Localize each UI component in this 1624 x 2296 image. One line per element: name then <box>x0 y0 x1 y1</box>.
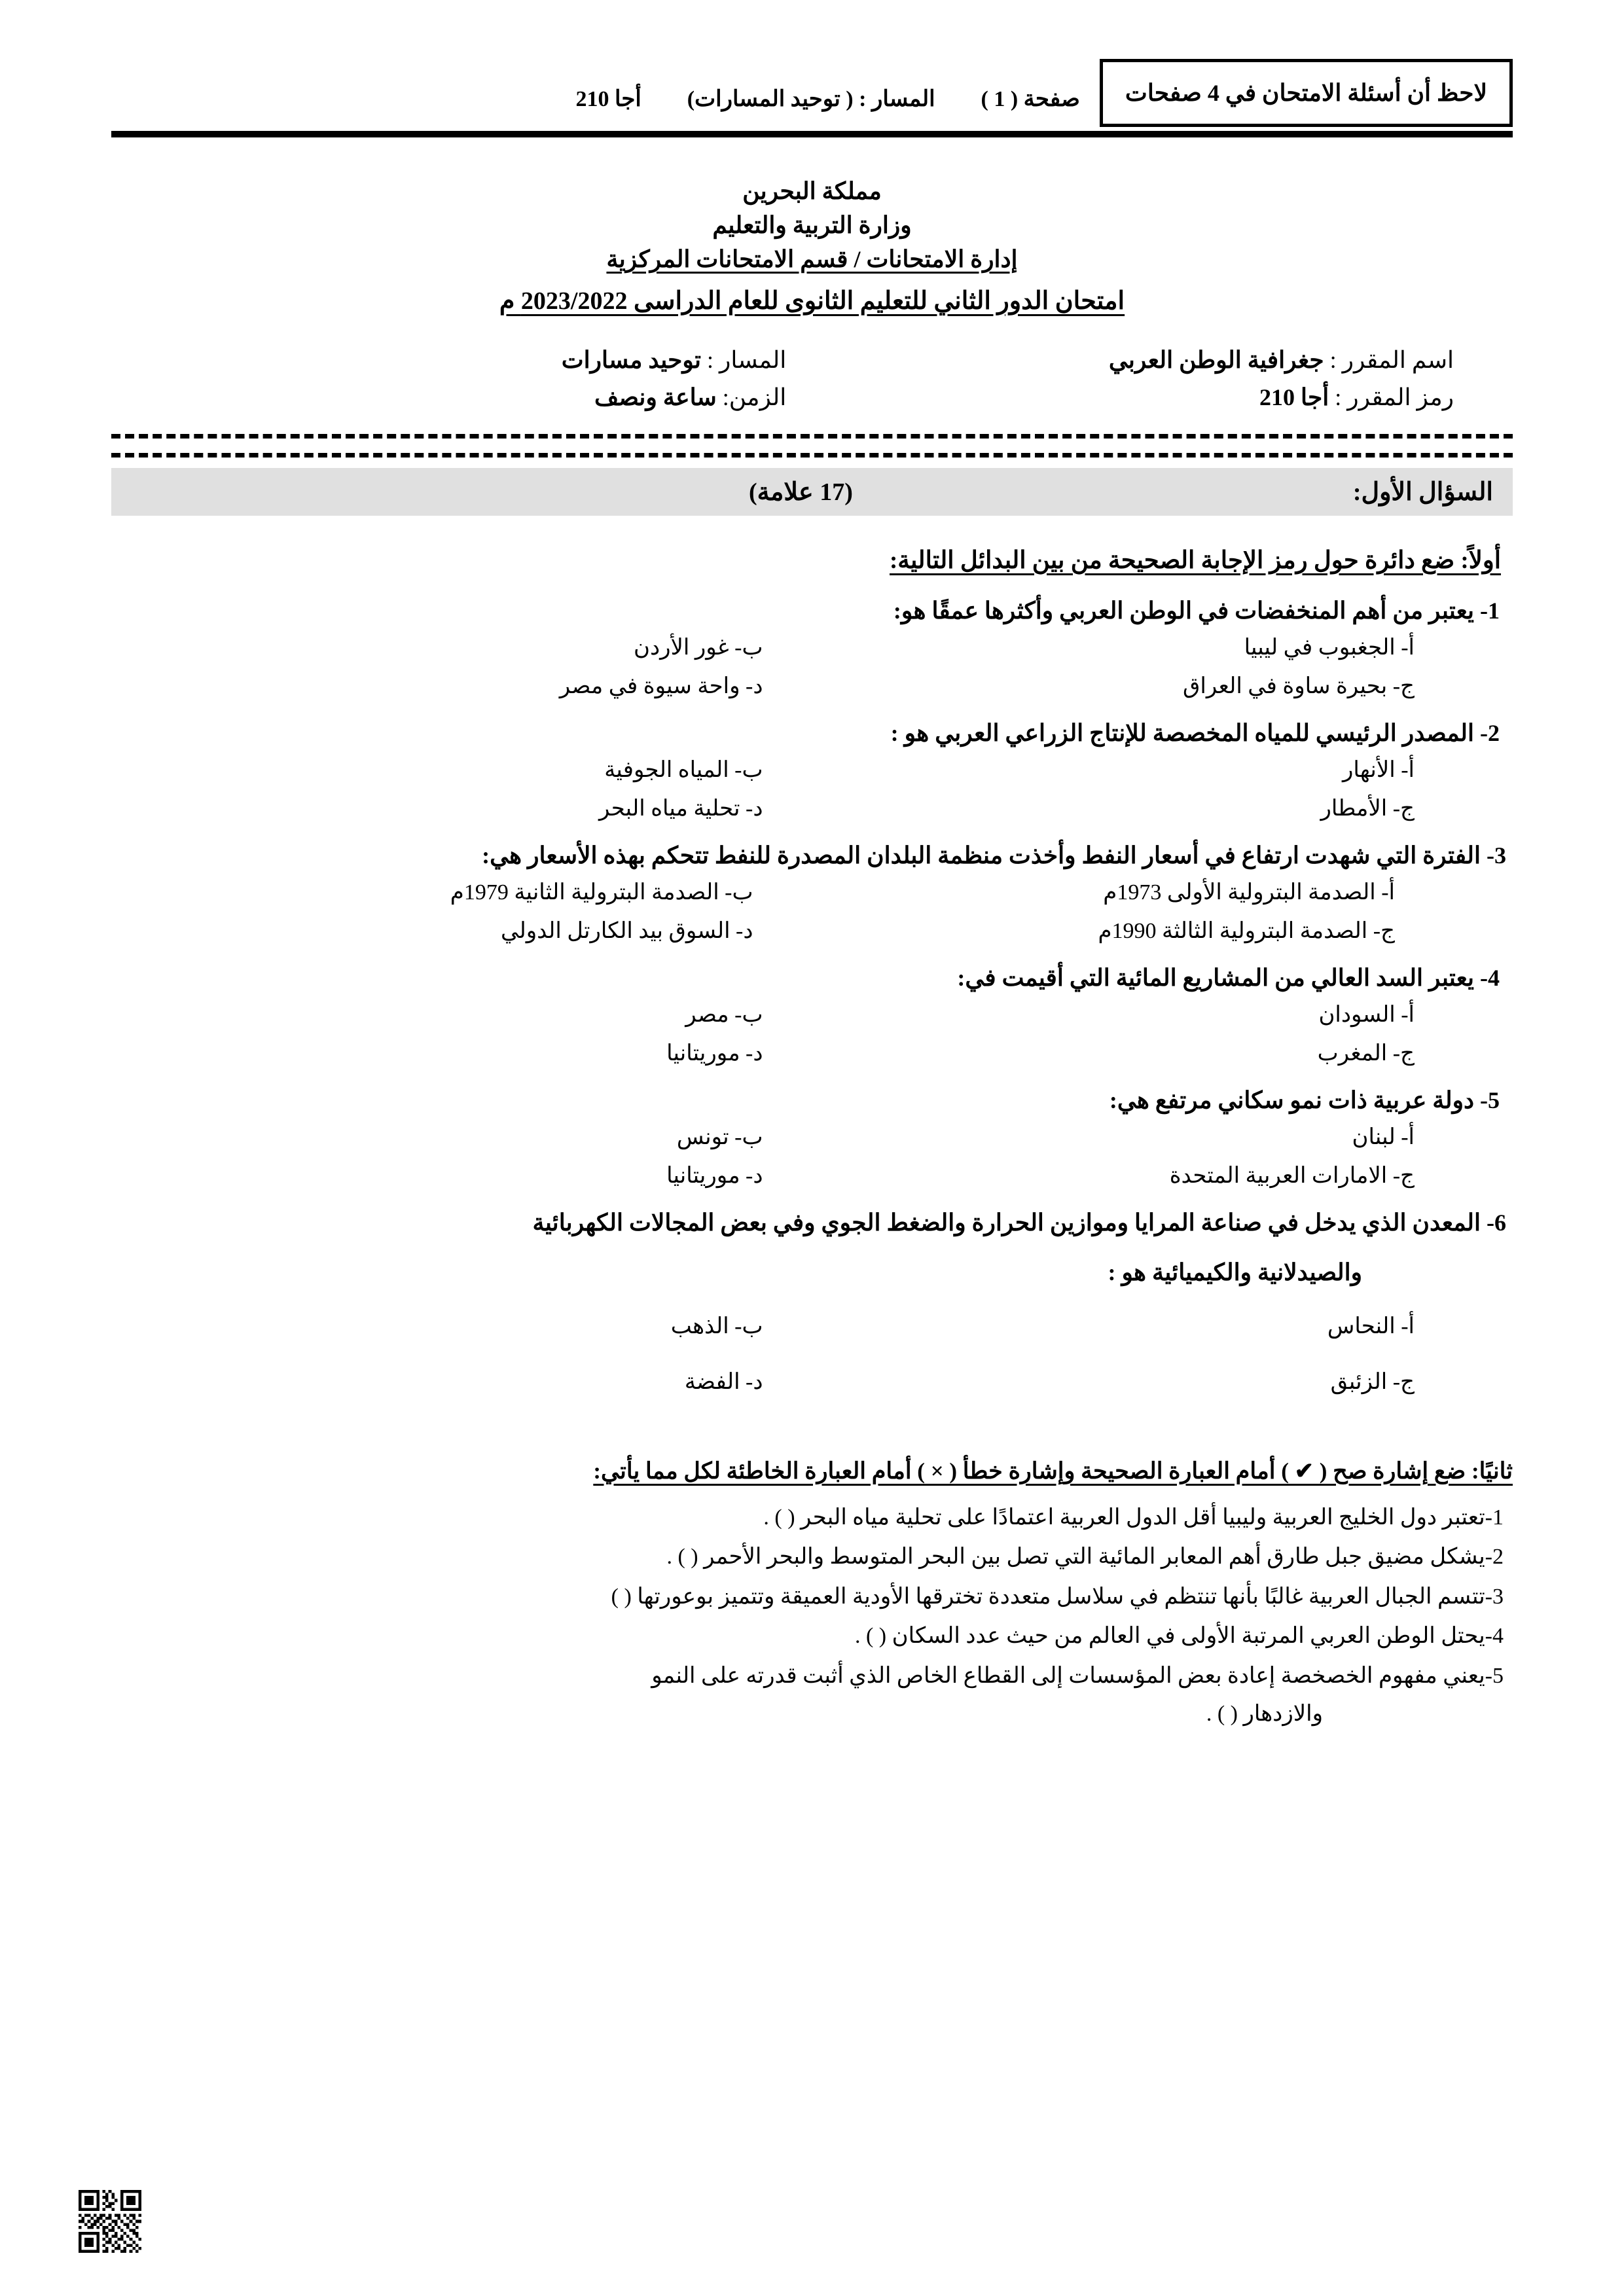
tf-number: 2- <box>1485 1545 1504 1570</box>
time-label: الزمن: <box>722 384 787 411</box>
mcq-option-text: تونس <box>676 1124 729 1149</box>
mcq-option[interactable] <box>111 628 763 668</box>
mcq-option-letter: د- <box>746 1370 763 1395</box>
mcq-option-text: الأنهار <box>1342 757 1396 782</box>
mcq-option[interactable] <box>753 912 1396 951</box>
mcq-option[interactable] <box>111 912 753 951</box>
mcq-option-text: الصدمة البترولية الثانية 1979م <box>450 880 719 905</box>
time-field <box>273 379 786 417</box>
mcq-option[interactable] <box>763 1034 1415 1073</box>
mcq-option-letter: ب- <box>734 635 763 660</box>
mcq-option-letter: أ- <box>1401 757 1415 782</box>
mcq-option-text: المغرب <box>1317 1041 1388 1066</box>
mcq-number: 1- <box>1480 597 1500 624</box>
mcq-stem-text: الفترة التي شهدت ارتفاع في أسعار النفط وأخذت منظمة البلدان المصدرة للنفط تتحكم بهذه الأسعار هي: <box>482 842 1481 869</box>
mcq-option-text: تحلية مياه البحر <box>598 797 740 821</box>
mcq-option-text: الصدمة البترولية الأولى 1973م <box>1103 880 1376 905</box>
mcq-option-text: الجغبوب في ليبيا <box>1244 635 1396 660</box>
question-1-title: السؤال الأول: <box>1352 478 1493 506</box>
true-false-item[interactable] <box>111 1617 1513 1655</box>
mcq-option[interactable] <box>763 996 1415 1035</box>
tf-number: 4- <box>1485 1624 1504 1649</box>
mcq-option[interactable] <box>111 1157 763 1196</box>
mcq-number: 5- <box>1480 1086 1500 1113</box>
mcq-option[interactable] <box>111 789 763 829</box>
mcq-option-letter: د- <box>746 1164 763 1189</box>
mcq-stem <box>111 715 1513 751</box>
mcq-option[interactable] <box>111 667 763 706</box>
page-header <box>111 59 1513 137</box>
tf-text-continuation: والازدهار ( ) . <box>1206 1702 1323 1727</box>
mcq-option-letter: ج- <box>1392 1041 1415 1066</box>
mcq-option-letter: د- <box>736 919 753 944</box>
mcq-option[interactable] <box>111 1118 763 1157</box>
mcq-option[interactable] <box>753 873 1396 912</box>
mcq-item <box>111 1205 1513 1402</box>
ministry-name: وزارة التربية والتعليم <box>712 212 912 239</box>
mcq-instruction: أولاً: ضع دائرة حول رمز الإجابة الصحيحة من بين البدائل التالية: <box>889 547 1501 574</box>
tf-text: يحتل الوطن العربي المرتبة الأولى في العالم من حيث عدد السكان ( ) . <box>854 1624 1485 1649</box>
mcq-option[interactable] <box>763 751 1415 790</box>
mcq-item <box>111 960 1513 1073</box>
header-course-code: أجا 210 <box>575 87 641 111</box>
mcq-option[interactable] <box>763 1363 1415 1402</box>
mcq-option-text: الأمطار <box>1320 797 1388 821</box>
mcq-option-letter: أ- <box>1401 1314 1415 1338</box>
mcq-option-letter: ج- <box>1373 919 1395 944</box>
mcq-option-letter: ب- <box>734 1002 763 1027</box>
mcq-option-text: غور الأردن <box>634 635 729 660</box>
mcq-list <box>111 593 1513 1402</box>
true-false-list <box>111 1499 1513 1734</box>
mcq-number: 4- <box>1480 964 1500 991</box>
mcq-option-letter: ج- <box>1392 1370 1415 1395</box>
course-code-value: أجا 210 <box>1259 384 1329 411</box>
mcq-number: 3- <box>1487 842 1506 869</box>
mcq-option[interactable] <box>111 1034 763 1073</box>
course-name-field <box>786 342 1454 380</box>
course-code-field <box>786 379 1454 417</box>
mcq-stem-continuation: والصيدلانية والكيميائية هو : <box>1108 1259 1362 1285</box>
mcq-stem <box>111 593 1513 628</box>
mcq-option-text: الفضة <box>684 1370 740 1395</box>
mcq-option-text: واحة سيوة في مصر <box>559 674 740 699</box>
mcq-item <box>111 838 1513 951</box>
mcq-option-text: الامارات العربية المتحدة <box>1169 1164 1388 1189</box>
mcq-option-text: موريتانيا <box>666 1164 740 1189</box>
mcq-option[interactable] <box>763 1157 1415 1196</box>
mcq-option[interactable] <box>763 1307 1415 1346</box>
question-1-banner <box>111 468 1513 516</box>
mcq-options-row <box>111 1118 1513 1157</box>
mcq-option-text: الذهب <box>670 1314 729 1338</box>
mcq-item <box>111 1083 1513 1196</box>
mcq-option-text: السوق بيد الكارتل الدولي <box>501 919 731 944</box>
mcq-stem-text: المعدن الذي يدخل في صناعة المرايا وموازين الحرارة والضغط الجوي وفي بعض المجالات الكهربائية <box>532 1209 1481 1236</box>
course-info-row-1 <box>111 342 1513 380</box>
mcq-option-text: موريتانيا <box>666 1041 740 1066</box>
mcq-option-letter: د- <box>746 1041 763 1066</box>
mcq-stem <box>111 960 1513 996</box>
mcq-option-letter: ب- <box>734 1124 763 1149</box>
header-page-number: صفحة ( 1 ) <box>981 87 1080 111</box>
mcq-option-text: المياه الجوفية <box>604 757 729 782</box>
true-false-instruction: ثانيًا: ضع إشارة صح ( ✔ ) أمام العبارة الصحيحة وإشارة خطأ ( × ) أمام العبارة الخاطئة لكل مما يأتي: <box>593 1458 1513 1484</box>
mcq-item <box>111 715 1513 829</box>
mcq-option[interactable] <box>763 1118 1415 1157</box>
true-false-item[interactable] <box>111 1657 1513 1734</box>
mcq-option-letter: ج- <box>1392 1164 1415 1189</box>
tf-text: تتسم الجبال العربية غالبًا بأنها تنتظم في سلاسل متعددة تخترقها الأودية العميقة وتتميز بوعورتها ( ) <box>611 1584 1485 1609</box>
country-name: مملكة البحرين <box>742 178 882 204</box>
mcq-number: 2- <box>1480 719 1500 746</box>
mcq-options-row <box>111 667 1513 706</box>
mcq-option-letter: ب- <box>725 880 753 905</box>
mcq-option-letter: أ- <box>1401 1002 1415 1027</box>
mcq-options-row <box>111 996 1513 1035</box>
header-meta <box>111 59 1100 127</box>
qr-code <box>79 2190 141 2253</box>
course-info-row-2 <box>111 379 1513 417</box>
mcq-option-letter: أ- <box>1401 635 1415 660</box>
mcq-options-row <box>111 873 1513 912</box>
header-track: المسار : ( توحيد المسارات) <box>687 87 935 111</box>
mcq-options-row <box>111 1157 1513 1196</box>
mcq-stem <box>111 1205 1513 1240</box>
section-divider <box>111 434 1513 457</box>
tf-number: 5- <box>1485 1663 1504 1688</box>
mcq-option[interactable] <box>763 789 1415 829</box>
course-code-label: رمز المقرر : <box>1335 384 1454 411</box>
mcq-option-text: الزئبق <box>1330 1370 1388 1395</box>
mcq-options-row <box>111 628 1513 668</box>
course-info <box>111 342 1513 417</box>
mcq-stem-text: يعتبر من أهم المنخفضات في الوطن العربي وأكثرها عمقًا هو: <box>893 597 1474 624</box>
track-label: المسار : <box>707 346 787 373</box>
mcq-option-letter: ب- <box>734 757 763 782</box>
mcq-stem <box>111 838 1513 873</box>
mcq-option[interactable] <box>111 996 763 1035</box>
mcq-stem-text: المصدر الرئيسي للمياه المخصصة للإنتاج الزراعي العربي هو : <box>890 719 1474 746</box>
exam-title: امتحان الدور الثاني للتعليم الثانوى للعام الدراسى 2023/2022 م <box>499 287 1125 315</box>
mcq-option[interactable] <box>111 1307 763 1346</box>
mcq-option-letter: ج- <box>1392 674 1415 699</box>
mcq-stem <box>111 1083 1513 1118</box>
department-name: إدارة الامتحانات / قسم الامتحانات المركزية <box>606 246 1018 273</box>
mcq-option-text: لبنان <box>1352 1124 1396 1149</box>
true-false-item[interactable] <box>111 1499 1513 1537</box>
mcq-options-row <box>111 1307 1513 1346</box>
mcq-option[interactable] <box>111 1363 763 1402</box>
mcq-option[interactable] <box>763 667 1415 706</box>
mcq-options-row <box>111 751 1513 790</box>
course-name-value: جغرافية الوطن العربي <box>1108 346 1324 373</box>
question-1-marks: (17 علامة) <box>748 478 853 506</box>
tf-number: 3- <box>1485 1584 1504 1609</box>
mcq-number: 6- <box>1487 1209 1506 1236</box>
mcq-option-letter: ب- <box>734 1314 763 1338</box>
mcq-option[interactable] <box>111 751 763 790</box>
mcq-option-letter: د- <box>746 674 763 699</box>
pages-count-note: لاحظ أن أسئلة الامتحان في 4 صفحات <box>1100 59 1513 127</box>
mcq-option-text: السودان <box>1318 1002 1396 1027</box>
mcq-option-text: الصدمة البترولية الثالثة 1990م <box>1098 919 1368 944</box>
course-name-label: اسم المقرر : <box>1329 346 1454 373</box>
qr-code-icon <box>79 2190 141 2253</box>
track-field <box>273 342 786 380</box>
tf-text: تعتبر دول الخليج العربية وليبيا أقل الدول العربية اعتمادًا على تحلية مياه البحر ( ) . <box>763 1505 1485 1530</box>
mcq-option-letter: أ- <box>1381 880 1395 905</box>
time-value: ساعة ونصف <box>594 384 717 411</box>
mcq-options-row <box>111 912 1513 951</box>
mcq-option-letter: د- <box>746 797 763 821</box>
tf-text: يعني مفهوم الخصخصة إعادة بعض المؤسسات إلى القطاع الخاص الذي أثبت قدرته على النمو <box>651 1663 1485 1688</box>
mcq-option-letter: أ- <box>1401 1124 1415 1149</box>
mcq-options-row <box>111 1363 1513 1402</box>
mcq-option-text: مصر <box>685 1002 729 1027</box>
mcq-stem-text: يعتبر السد العالي من المشاريع المائية التي أقيمت في: <box>957 964 1474 991</box>
mcq-option-letter: ج- <box>1392 797 1415 821</box>
title-block <box>111 174 1513 319</box>
mcq-option-text: النحاس <box>1327 1314 1396 1338</box>
mcq-options-row <box>111 1034 1513 1073</box>
mcq-option[interactable] <box>111 873 753 912</box>
mcq-option[interactable] <box>763 628 1415 668</box>
tf-text: يشكل مضيق جبل طارق أهم المعابر المائية التي تصل بين البحر المتوسط والبحر الأحمر ( ) . <box>666 1545 1485 1570</box>
mcq-stem-text: دولة عربية ذات نمو سكاني مرتفع هي: <box>1109 1086 1474 1113</box>
true-false-item[interactable] <box>111 1578 1513 1616</box>
mcq-item <box>111 593 1513 706</box>
mcq-options-row <box>111 789 1513 829</box>
true-false-item[interactable] <box>111 1538 1513 1576</box>
mcq-option-text: بحيرة ساوة في العراق <box>1183 674 1388 699</box>
tf-number: 1- <box>1485 1505 1504 1530</box>
track-value: توحيد مسارات <box>561 346 702 373</box>
